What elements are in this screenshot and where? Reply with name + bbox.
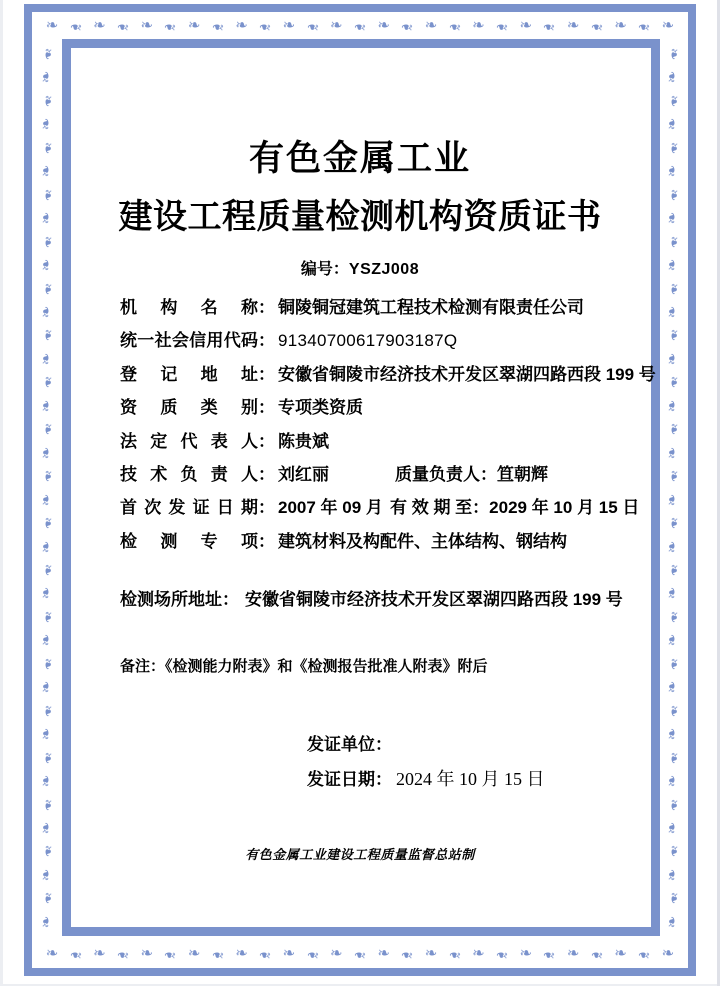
field-label: 资质类别 [120, 398, 258, 418]
site-address-row [120, 590, 623, 610]
fields-block [120, 291, 656, 558]
footer-maker: 有色金属工业建设工程质量监督总站制 [245, 847, 475, 862]
field-row-technical-director [120, 458, 656, 491]
field-value: 2007 年 09 月 [278, 498, 383, 518]
field-row-uscc [120, 324, 656, 357]
field-label: 有 效 期 至： [390, 498, 490, 518]
field-label: 首次发证日期 [120, 498, 258, 518]
field-row-qualification-category [120, 391, 656, 424]
certificate-title-line2: 建设工程质量检测机构资质证书 [118, 198, 602, 236]
field-value: 刘红丽 [278, 464, 329, 484]
border-ornament-top: ❧ ❧ ❧ ❧ ❧ ❧ ❧ ❧ ❧ ❧ ❧ ❧ ❧ ❧ ❧ ❧ ❧ ❧ ❧ ❧ ❧ ❧ ❧ ❧ ❧ ❧ ❧ [45, 17, 675, 35]
field-colon: ： [258, 298, 275, 317]
field-colon: ： [258, 531, 275, 551]
issue-date-row [307, 769, 545, 790]
issuer-row [307, 735, 392, 755]
border-ornament-right: ❧ ❧ ❧ ❧ ❧ ❧ ❧ ❧ ❧ ❧ ❧ ❧ ❧ ❧ ❧ ❧ ❧ ❧ ❧ ❧ ❧ ❧ ❧ ❧ ❧ ❧ ❧ ❧ ❧ ❧ ❧ ❧ ❧ ❧ ❧ ❧ ❧ ❧ [664, 47, 682, 929]
field-value: 安徽省铜陵市经济技术开发区翠湖四路西段 199 号 [278, 364, 656, 384]
field-label: 登记地址 [120, 364, 258, 384]
site-address-label: 检测场所地址： [120, 590, 239, 609]
border-ornament-left: ❧ ❧ ❧ ❧ ❧ ❧ ❧ ❧ ❧ ❧ ❧ ❧ ❧ ❧ ❧ ❧ ❧ ❧ ❧ ❧ ❧ ❧ ❧ ❧ ❧ ❧ ❧ ❧ ❧ ❧ ❧ ❧ ❧ ❧ ❧ ❧ ❧ ❧ [38, 47, 56, 929]
field-colon: ： [258, 431, 275, 451]
field-label: 技术负责人 [120, 464, 258, 484]
certificate-number-label: 编号： [300, 261, 349, 278]
field-colon: ： [258, 498, 275, 518]
field-quality-director [395, 458, 548, 491]
field-value: 建筑材料及构配件、主体结构、钢结构 [278, 531, 567, 551]
field-value: 铜陵铜冠建筑工程技术检测有限责任公司 [278, 298, 584, 317]
field-label: 质量负责人： [395, 464, 497, 484]
field-row-registered-address [120, 358, 656, 391]
field-value: 陈贵斌 [278, 431, 329, 451]
certificate-number [0, 261, 720, 279]
field-row-legal-representative [120, 425, 656, 458]
field-colon: ： [258, 464, 275, 484]
remark-row: 备注：《检测能力附表》和《检测报告批准人附表》附后 [120, 658, 488, 675]
certificate-number-value: YSZJ008 [348, 261, 420, 278]
field-row-inspection-specialties [120, 525, 656, 558]
field-value: 专项类资质 [278, 398, 363, 418]
field-value: 笪朝辉 [497, 464, 548, 484]
field-value: 2029 年 10 月 15 日 [489, 498, 640, 518]
site-address-value: 安徽省铜陵市经济技术开发区翠湖四路西段 199 号 [245, 590, 623, 609]
issuer-label: 发证单位： [307, 735, 392, 754]
issue-date-label: 发证日期： [307, 770, 392, 789]
field-valid-until [390, 491, 639, 524]
border-ornament-bottom: ❧ ❧ ❧ ❧ ❧ ❧ ❧ ❧ ❧ ❧ ❧ ❧ ❧ ❧ ❧ ❧ ❧ ❧ ❧ ❧ ❧ ❧ ❧ ❧ ❧ ❧ ❧ [45, 945, 675, 963]
field-colon: ： [258, 364, 275, 384]
field-label: 机构名称 [120, 298, 258, 317]
field-label: 法定代表人 [120, 431, 258, 451]
issue-date-value: 2024 年 10 月 15 日 [396, 769, 545, 789]
field-value: 91340700617903187Q [278, 331, 458, 351]
field-row-agency-name [120, 291, 656, 324]
field-colon: ： [258, 331, 275, 351]
field-row-first-issue-date [120, 491, 656, 524]
certificate-title-line1: 有色金属工业 [248, 139, 471, 178]
field-label: 检测专项 [120, 531, 258, 551]
field-label: 统一社会信用代码 [120, 331, 258, 351]
field-colon: ： [258, 398, 275, 418]
